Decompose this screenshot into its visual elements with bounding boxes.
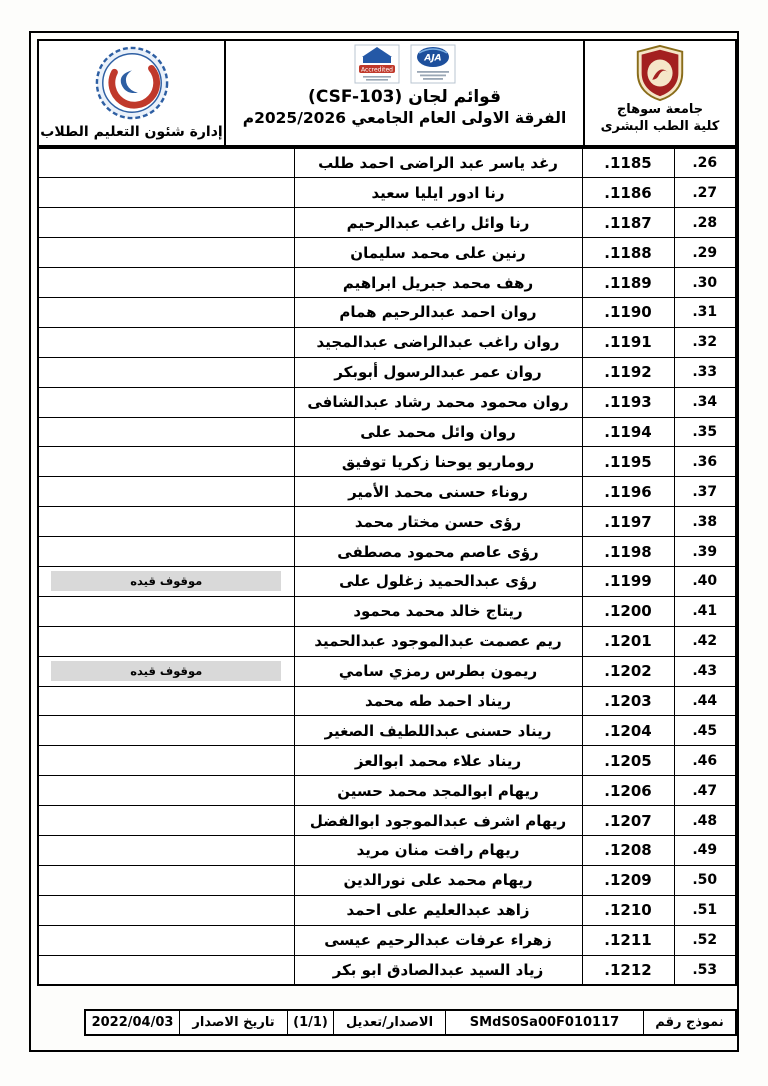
university-header-cell	[585, 41, 735, 145]
note-cell	[38, 387, 294, 417]
student-name: رنا ادور ايليا سعيد	[294, 178, 582, 208]
student-name: روان محمود محمد رشاد عبدالشافى	[294, 387, 582, 417]
student-seat-number: 1193.	[582, 387, 674, 417]
note-cell	[38, 447, 294, 477]
note-cell	[38, 895, 294, 925]
student-row	[38, 776, 736, 806]
note-cell	[38, 537, 294, 567]
student-name: رغد ياسر عبد الراضى احمد طلب	[294, 148, 582, 178]
student-row	[38, 656, 736, 686]
row-serial-number: 27.	[674, 178, 736, 208]
note-cell	[38, 806, 294, 836]
student-name: ريهام اشرف عبدالموجود ابوالفضل	[294, 806, 582, 836]
student-seat-number: 1194.	[582, 417, 674, 447]
student-row	[38, 925, 736, 955]
student-name: روماريو يوحنا زكريا توفيق	[294, 447, 582, 477]
student-seat-number: 1191.	[582, 327, 674, 357]
document-subtitle: الفرقة الاولى العام الجامعي 2025/2026م	[242, 109, 567, 127]
student-row	[38, 596, 736, 626]
row-serial-number: 43.	[674, 656, 736, 686]
student-name: رؤى حسن مختار محمد	[294, 507, 582, 537]
row-serial-number: 45.	[674, 716, 736, 746]
admin-header-cell	[39, 41, 224, 145]
row-serial-number: 33.	[674, 357, 736, 387]
issue-date-value: 2022/04/03	[91, 1015, 174, 1030]
note-cell	[38, 417, 294, 447]
student-seat-number: 1202.	[582, 656, 674, 686]
note-cell	[38, 268, 294, 298]
note-cell	[38, 776, 294, 806]
row-serial-number: 51.	[674, 895, 736, 925]
student-row	[38, 895, 736, 925]
student-seat-number: 1189.	[582, 268, 674, 298]
row-serial-number: 53.	[674, 955, 736, 985]
admin-label: إدارة شئون التعليم الطلاب	[40, 124, 223, 140]
students-table-body	[38, 148, 736, 985]
row-serial-number: 32.	[674, 327, 736, 357]
document-title: قوائم لجان (CSF-103)	[308, 87, 501, 107]
university-name: جامعة سوهاج	[616, 102, 704, 117]
note-cell	[38, 148, 294, 178]
student-row	[38, 955, 736, 985]
student-seat-number: 1188.	[582, 238, 674, 268]
issue-label: الاصدار/تعديل	[333, 1011, 445, 1034]
student-row	[38, 806, 736, 836]
row-serial-number: 41.	[674, 596, 736, 626]
accreditation-logos	[354, 44, 456, 84]
student-name: ريناد حسنى عبداللطيف الصغير	[294, 716, 582, 746]
row-serial-number: 38.	[674, 507, 736, 537]
note-cell	[38, 566, 294, 596]
student-row	[38, 148, 736, 178]
row-serial-number: 42.	[674, 626, 736, 656]
student-row	[38, 447, 736, 477]
note-cell	[38, 865, 294, 895]
note-cell	[38, 507, 294, 537]
student-seat-number: 1205.	[582, 746, 674, 776]
student-row	[38, 268, 736, 298]
row-serial-number: 36.	[674, 447, 736, 477]
student-name: رنا وائل راغب عبدالرحيم	[294, 208, 582, 238]
student-row	[38, 686, 736, 716]
student-seat-number: 1190.	[582, 297, 674, 327]
student-name: رنين على محمد سليمان	[294, 238, 582, 268]
note-cell	[38, 238, 294, 268]
issue-date-label: تاريخ الاصدار	[179, 1011, 287, 1034]
note-cell	[38, 477, 294, 507]
student-seat-number: 1203.	[582, 686, 674, 716]
student-name: زهراء عرفات عبدالرحيم عيسى	[294, 925, 582, 955]
row-serial-number: 37.	[674, 477, 736, 507]
note-cell	[38, 208, 294, 238]
student-row	[38, 178, 736, 208]
title-header-cell	[224, 41, 585, 145]
student-name: رؤى عبدالحميد زغلول على	[294, 566, 582, 596]
student-row	[38, 387, 736, 417]
row-serial-number: 49.	[674, 835, 736, 865]
student-row	[38, 477, 736, 507]
note-cell	[38, 626, 294, 656]
row-serial-number: 34.	[674, 387, 736, 417]
student-name: روناء حسنى محمد الأمير	[294, 477, 582, 507]
student-row	[38, 357, 736, 387]
student-row	[38, 566, 736, 596]
accredited-label: Accredited	[360, 66, 393, 74]
student-row	[38, 537, 736, 567]
row-serial-number: 47.	[674, 776, 736, 806]
note-cell	[38, 686, 294, 716]
row-serial-number: 31.	[674, 297, 736, 327]
student-row	[38, 865, 736, 895]
student-name: ريناد احمد طه محمد	[294, 686, 582, 716]
document-header	[37, 39, 737, 147]
student-name: روان عمر عبدالرسول أبوبكر	[294, 357, 582, 387]
student-seat-number: 1209.	[582, 865, 674, 895]
student-name: ريهام محمد على نورالدين	[294, 865, 582, 895]
row-serial-number: 29.	[674, 238, 736, 268]
accredited-logo-icon	[354, 44, 400, 84]
note-cell	[38, 746, 294, 776]
student-name: ريهام رافت منان مريد	[294, 835, 582, 865]
note-cell	[38, 925, 294, 955]
note-cell	[38, 297, 294, 327]
form-number-value: SMdS0Sa00F010117	[445, 1011, 643, 1034]
status-badge: موقوف قيده	[51, 661, 281, 681]
row-serial-number: 26.	[674, 148, 736, 178]
student-seat-number: 1197.	[582, 507, 674, 537]
note-cell	[38, 656, 294, 686]
student-seat-number: 1185.	[582, 148, 674, 178]
faculty-name: كلية الطب البشرى	[600, 118, 720, 134]
student-name: رهف محمد جبريل ابراهيم	[294, 268, 582, 298]
student-seat-number: 1196.	[582, 477, 674, 507]
row-serial-number: 39.	[674, 537, 736, 567]
row-serial-number: 46.	[674, 746, 736, 776]
status-badge: موقوف قيده	[51, 571, 281, 591]
student-seat-number: 1212.	[582, 955, 674, 985]
row-serial-number: 40.	[674, 566, 736, 596]
form-number-label: نموذج رقم	[643, 1011, 735, 1034]
note-cell	[38, 357, 294, 387]
student-seat-number: 1211.	[582, 925, 674, 955]
student-row	[38, 507, 736, 537]
row-serial-number: 50.	[674, 865, 736, 895]
student-name: روان راغب عبدالراضى عبدالمجيد	[294, 327, 582, 357]
student-name: رؤى عاصم محمود مصطفى	[294, 537, 582, 567]
student-row	[38, 238, 736, 268]
student-affairs-emblem-icon	[94, 45, 170, 121]
aja-iso-logo-icon	[410, 44, 456, 84]
issue-value: (1/1)	[287, 1011, 333, 1034]
note-cell	[38, 835, 294, 865]
note-cell	[38, 178, 294, 208]
student-name: ريتاج خالد محمد محمود	[294, 596, 582, 626]
student-row	[38, 327, 736, 357]
student-row	[38, 746, 736, 776]
student-name: زياد السيد عبدالصادق ابو بكر	[294, 955, 582, 985]
student-name: زاهد عبدالعليم على احمد	[294, 895, 582, 925]
students-table	[37, 147, 737, 986]
student-seat-number: 1200.	[582, 596, 674, 626]
student-seat-number: 1201.	[582, 626, 674, 656]
student-seat-number: 1192.	[582, 357, 674, 387]
student-name: روان احمد عبدالرحيم همام	[294, 297, 582, 327]
note-cell	[38, 716, 294, 746]
student-seat-number: 1199.	[582, 566, 674, 596]
row-serial-number: 48.	[674, 806, 736, 836]
student-seat-number: 1186.	[582, 178, 674, 208]
student-seat-number: 1204.	[582, 716, 674, 746]
student-seat-number: 1208.	[582, 835, 674, 865]
note-cell	[38, 955, 294, 985]
student-seat-number: 1206.	[582, 776, 674, 806]
student-row	[38, 716, 736, 746]
row-serial-number: 28.	[674, 208, 736, 238]
student-seat-number: 1198.	[582, 537, 674, 567]
student-name: روان وائل محمد على	[294, 417, 582, 447]
note-cell	[38, 596, 294, 626]
student-row	[38, 417, 736, 447]
student-seat-number: 1210.	[582, 895, 674, 925]
row-serial-number: 30.	[674, 268, 736, 298]
student-name: ريم عصمت عبدالموجود عبدالحميد	[294, 626, 582, 656]
note-cell	[38, 327, 294, 357]
student-name: ريهام ابوالمجد محمد حسين	[294, 776, 582, 806]
document-footer	[84, 1009, 737, 1036]
student-row	[38, 835, 736, 865]
student-row	[38, 297, 736, 327]
page-content	[37, 39, 737, 986]
row-serial-number: 35.	[674, 417, 736, 447]
row-serial-number: 52.	[674, 925, 736, 955]
student-seat-number: 1207.	[582, 806, 674, 836]
student-seat-number: 1187.	[582, 208, 674, 238]
aja-label: AJA	[423, 53, 442, 64]
student-name: ريمون بطرس رمزي سامي	[294, 656, 582, 686]
student-name: ريناد علاء محمد ابوالعز	[294, 746, 582, 776]
student-row	[38, 626, 736, 656]
student-row	[38, 208, 736, 238]
student-seat-number: 1195.	[582, 447, 674, 477]
row-serial-number: 44.	[674, 686, 736, 716]
university-logo-icon	[632, 44, 688, 102]
